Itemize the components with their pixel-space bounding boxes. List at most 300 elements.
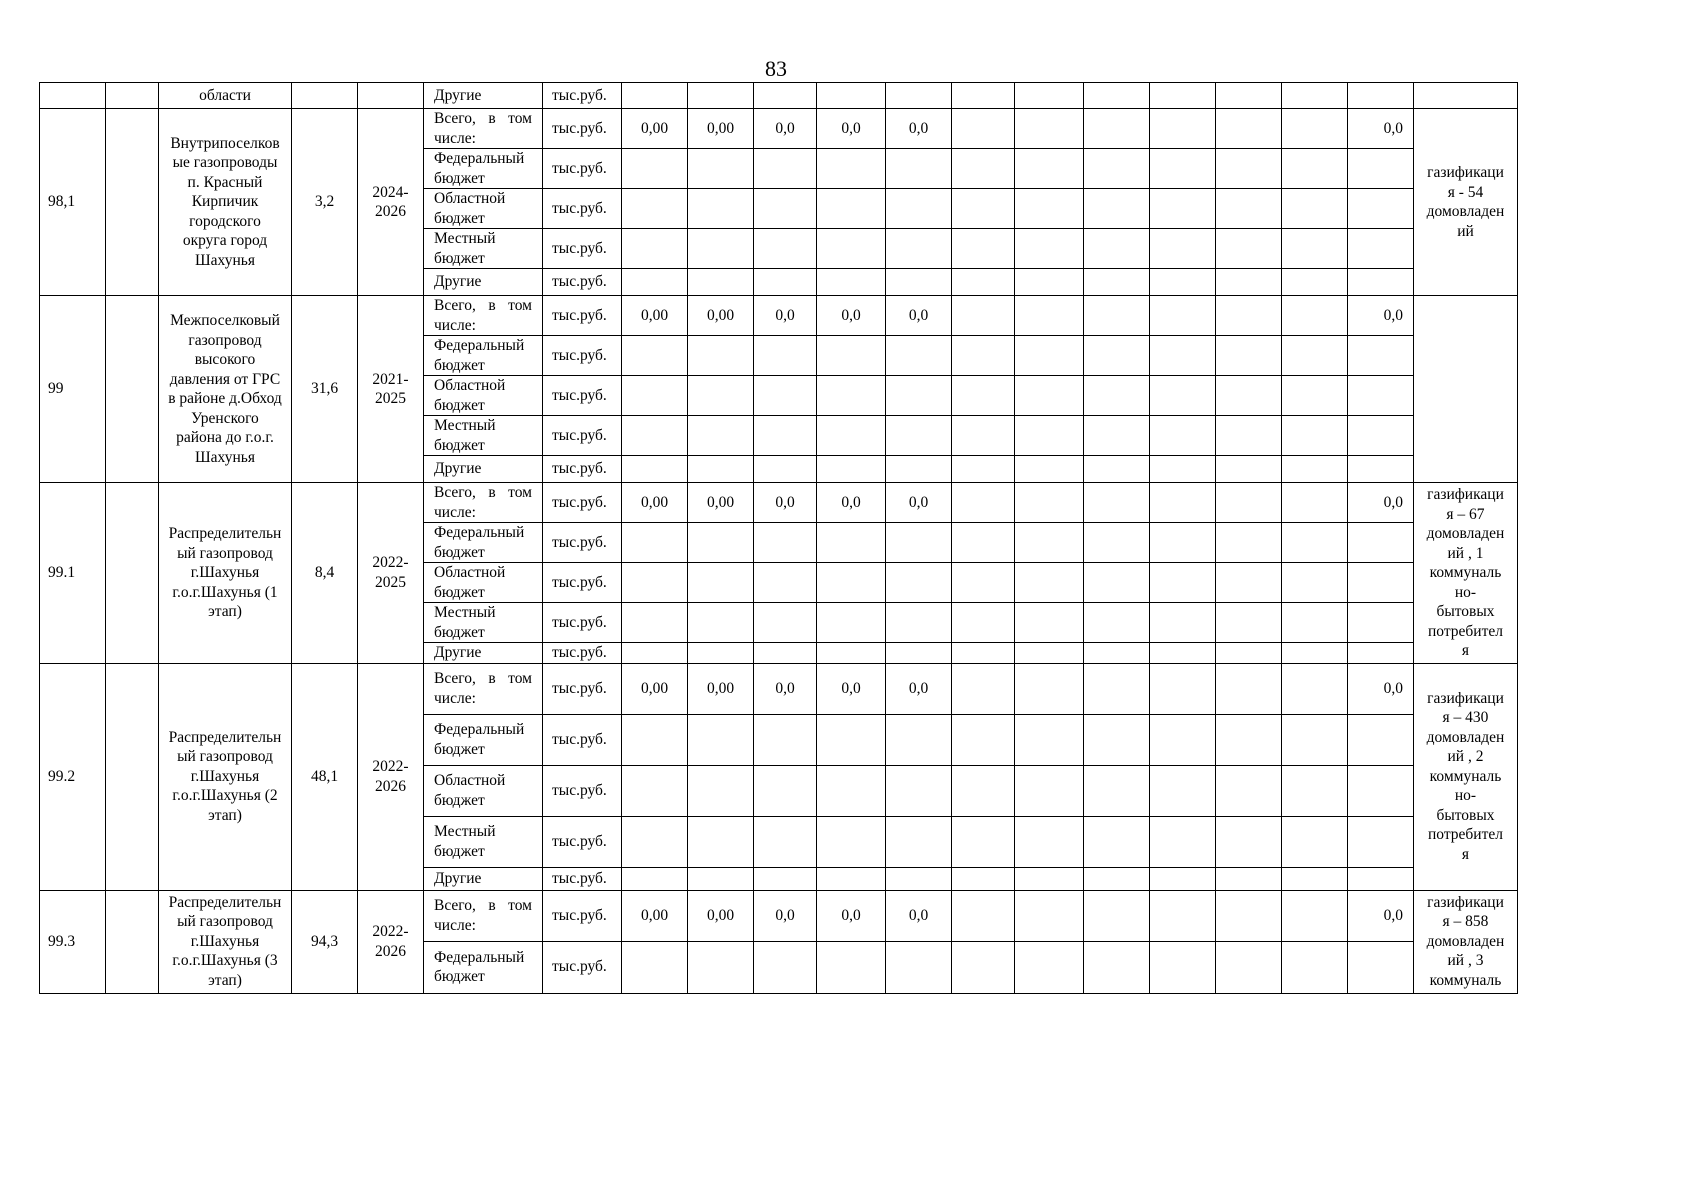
value-cell: [952, 416, 1015, 456]
value-cell: [1216, 523, 1282, 563]
value-cell: [1015, 483, 1084, 523]
value-cell: [817, 456, 886, 483]
value-cell: [886, 643, 952, 664]
project-note-line: коммуналь: [1429, 971, 1502, 989]
value-cell: [754, 523, 817, 563]
value-cell: [1084, 296, 1150, 336]
project-name-line: этап): [208, 971, 242, 989]
value-cell: [886, 376, 952, 416]
value-cell: [886, 714, 952, 765]
funding-source-cell: Другие: [424, 867, 543, 890]
funding-source-cell: Всего, в том числе:: [424, 109, 543, 149]
value-cell: [952, 296, 1015, 336]
value-cell: [1150, 523, 1216, 563]
value-cell: [1015, 376, 1084, 416]
value-cell: [1282, 416, 1348, 456]
funding-source-cell: Другие: [424, 643, 543, 664]
value-cell: [1150, 867, 1216, 890]
value-cell: 0,0: [1348, 483, 1414, 523]
empty-cell: [106, 483, 159, 664]
project-note-line: домовладен: [1426, 203, 1505, 220]
project-note-line: газификаци: [1427, 893, 1504, 911]
value-cell: [1282, 456, 1348, 483]
value-cell: [817, 229, 886, 269]
value-cell: [1015, 563, 1084, 603]
project-name-line: Внутрипоселков: [170, 134, 280, 152]
value-cell: [817, 714, 886, 765]
value-cell: [688, 816, 754, 867]
value-cell: [1282, 663, 1348, 714]
value-cell: 0,0: [754, 890, 817, 941]
value-cell: [817, 941, 886, 993]
value-cell: [1150, 890, 1216, 941]
value-cell: [688, 456, 754, 483]
value-cell: [1084, 603, 1150, 643]
project-note-line: ий , 1: [1447, 544, 1484, 562]
project-note-line: я – 858: [1442, 913, 1489, 931]
value-cell: 0,0: [754, 663, 817, 714]
cell: [754, 83, 817, 109]
value-cell: [1084, 109, 1150, 149]
project-name-line: этап): [208, 806, 242, 824]
value-cell: [688, 603, 754, 643]
unit-cell: тыс.руб.: [543, 941, 622, 993]
project-note-line: я – 430: [1442, 709, 1489, 727]
value-cell: 0,0: [754, 483, 817, 523]
value-cell: [754, 456, 817, 483]
value-cell: [754, 816, 817, 867]
project-number-cell: 98,1: [40, 109, 106, 296]
project-period-line: 2021-: [372, 370, 409, 388]
funding-source-cell: Всего, в том числе:: [424, 296, 543, 336]
unit-cell: тыс.руб.: [543, 416, 622, 456]
value-cell: [688, 867, 754, 890]
value-cell: [1216, 765, 1282, 816]
value-cell: [1216, 643, 1282, 664]
value-cell: [1084, 523, 1150, 563]
value-cell: [1015, 149, 1084, 189]
value-cell: 0,00: [688, 109, 754, 149]
project-name-line: в районе д.Обход: [168, 390, 282, 407]
project-length-cell: 94,3: [292, 890, 358, 993]
project-row-total: [40, 296, 1518, 336]
unit-cell: тыс.руб.: [543, 189, 622, 229]
value-cell: 0,0: [1348, 890, 1414, 941]
cell: [1084, 83, 1150, 109]
value-cell: 0,0: [817, 890, 886, 941]
unit-cell: тыс.руб.: [543, 714, 622, 765]
project-name-cell: области: [159, 83, 292, 109]
value-cell: [1282, 269, 1348, 296]
value-cell: [754, 603, 817, 643]
value-cell: [952, 109, 1015, 149]
value-cell: [817, 643, 886, 664]
unit-cell: тыс.руб.: [543, 456, 622, 483]
value-cell: [754, 376, 817, 416]
value-cell: [952, 816, 1015, 867]
value-cell: [1216, 483, 1282, 523]
value-cell: [1282, 643, 1348, 664]
unit-cell: тыс.руб.: [543, 149, 622, 189]
value-cell: [1015, 229, 1084, 269]
project-row-total: [40, 663, 1518, 714]
value-cell: [1084, 149, 1150, 189]
value-cell: [1084, 816, 1150, 867]
cell: [1414, 83, 1518, 109]
project-note-line: я – 67: [1446, 505, 1485, 523]
value-cell: [1282, 229, 1348, 269]
value-cell: [886, 149, 952, 189]
cell: [358, 83, 424, 109]
value-cell: [622, 189, 688, 229]
cell: [1216, 83, 1282, 109]
project-note-line: домовладен: [1426, 525, 1505, 542]
project-note-line: но-: [1454, 583, 1477, 601]
value-cell: [1282, 603, 1348, 643]
project-name-line: Шахунья: [195, 251, 255, 269]
value-cell: [1150, 483, 1216, 523]
value-cell: [688, 523, 754, 563]
funding-source-cell: Областной бюджет: [424, 189, 543, 229]
value-cell: [886, 867, 952, 890]
project-number-cell: 99.3: [40, 890, 106, 993]
value-cell: [622, 816, 688, 867]
value-cell: [1084, 269, 1150, 296]
project-number-cell: 99.1: [40, 483, 106, 664]
value-cell: [952, 456, 1015, 483]
value-cell: [817, 336, 886, 376]
value-cell: [754, 189, 817, 229]
value-cell: [1282, 867, 1348, 890]
project-period-line: 2026: [375, 777, 406, 795]
project-note-line: бытовых: [1436, 806, 1495, 824]
value-cell: 0,00: [622, 483, 688, 523]
project-length-cell: 31,6: [292, 296, 358, 483]
value-cell: [1348, 941, 1414, 993]
project-note-line: потребител: [1427, 826, 1503, 844]
value-cell: 0,0: [1348, 663, 1414, 714]
project-name-line: этап): [208, 603, 242, 620]
value-cell: [1216, 714, 1282, 765]
value-cell: [1015, 416, 1084, 456]
value-cell: [1216, 416, 1282, 456]
value-cell: [1348, 603, 1414, 643]
value-cell: 0,0: [886, 663, 952, 714]
value-cell: [1150, 941, 1216, 993]
value-cell: [886, 189, 952, 229]
project-note-line: бытовых: [1436, 603, 1495, 620]
value-cell: [622, 336, 688, 376]
value-cell: [817, 765, 886, 816]
value-cell: [1216, 296, 1282, 336]
unit-cell: тыс.руб.: [543, 663, 622, 714]
value-cell: [1150, 563, 1216, 603]
cell: [40, 83, 106, 109]
unit-cell: тыс.руб.: [543, 603, 622, 643]
value-cell: [622, 714, 688, 765]
project-period-cell: [358, 663, 424, 890]
unit-cell: тыс.руб.: [543, 816, 622, 867]
funding-source-cell: Местный бюджет: [424, 816, 543, 867]
value-cell: [1084, 941, 1150, 993]
value-cell: [1084, 189, 1150, 229]
unit-cell: тыс.руб.: [543, 765, 622, 816]
unit-cell: тыс.руб.: [543, 643, 622, 664]
funding-source-cell: Федеральный бюджет: [424, 523, 543, 563]
value-cell: 0,0: [754, 109, 817, 149]
value-cell: 0,0: [886, 296, 952, 336]
value-cell: [1150, 149, 1216, 189]
value-cell: [754, 941, 817, 993]
value-cell: [1348, 643, 1414, 664]
value-cell: [1015, 816, 1084, 867]
value-cell: [1348, 816, 1414, 867]
project-name-line: г.Шахунья: [190, 564, 260, 581]
value-cell: [622, 416, 688, 456]
project-name-line: высокого: [194, 351, 256, 368]
value-cell: [1084, 890, 1150, 941]
value-cell: [1348, 523, 1414, 563]
empty-cell: [106, 296, 159, 483]
value-cell: [1150, 765, 1216, 816]
project-note-line: коммуналь: [1429, 767, 1502, 785]
value-cell: [754, 563, 817, 603]
project-name-line: Шахунья: [195, 448, 255, 466]
value-cell: [1216, 189, 1282, 229]
project-name-cell: [159, 663, 292, 890]
value-cell: [1015, 603, 1084, 643]
value-cell: 0,0: [817, 663, 886, 714]
unit-cell: тыс.руб.: [543, 83, 622, 109]
value-cell: [688, 149, 754, 189]
value-cell: 0,00: [622, 109, 688, 149]
project-name-cell: [159, 483, 292, 664]
value-cell: 0,00: [688, 483, 754, 523]
value-cell: [1216, 941, 1282, 993]
value-cell: [952, 643, 1015, 664]
value-cell: [952, 229, 1015, 269]
cell: [1150, 83, 1216, 109]
project-name-line: Кирпичик: [191, 193, 259, 211]
project-period-line: 2026: [375, 203, 406, 220]
value-cell: [622, 523, 688, 563]
funding-source-cell: Федеральный бюджет: [424, 941, 543, 993]
project-note-line: но-: [1454, 787, 1477, 805]
project-name-line: Уренского: [191, 409, 259, 427]
empty-cell: [106, 663, 159, 890]
value-cell: [688, 714, 754, 765]
value-cell: [1084, 416, 1150, 456]
cell: [1015, 83, 1084, 109]
value-cell: [1084, 376, 1150, 416]
unit-cell: тыс.руб.: [543, 336, 622, 376]
project-name-line: Распределительн: [168, 525, 282, 542]
value-cell: [952, 269, 1015, 296]
value-cell: [1216, 269, 1282, 296]
value-cell: [622, 563, 688, 603]
value-cell: [622, 643, 688, 664]
value-cell: [1150, 109, 1216, 149]
value-cell: [1216, 376, 1282, 416]
project-length-cell: 48,1: [292, 663, 358, 890]
project-number-cell: 99.2: [40, 663, 106, 890]
project-note-line: ий , 3: [1447, 952, 1484, 970]
value-cell: [1216, 229, 1282, 269]
project-name-line: Межпоселковый: [170, 312, 280, 329]
value-cell: [817, 816, 886, 867]
value-cell: [1282, 109, 1348, 149]
value-cell: [952, 483, 1015, 523]
unit-cell: тыс.руб.: [543, 523, 622, 563]
value-cell: [1282, 714, 1348, 765]
project-note-line: домовладен: [1426, 932, 1505, 950]
value-cell: [1348, 456, 1414, 483]
value-cell: [622, 269, 688, 296]
project-note-line: я: [1461, 845, 1470, 863]
value-cell: [1348, 416, 1414, 456]
value-cell: [754, 416, 817, 456]
value-cell: [817, 189, 886, 229]
value-cell: [817, 416, 886, 456]
project-note-line: домовладен: [1426, 728, 1505, 746]
funding-source-cell: Областной бюджет: [424, 765, 543, 816]
project-name-line: г.о.г.Шахунья (1: [172, 583, 278, 601]
empty-cell: [106, 109, 159, 296]
value-cell: [622, 149, 688, 189]
project-note-line: газификаци: [1427, 689, 1504, 707]
value-cell: [1084, 867, 1150, 890]
project-length-cell: 3,2: [292, 109, 358, 296]
funding-source-cell: Федеральный бюджет: [424, 336, 543, 376]
project-period-line: 2022-: [372, 758, 409, 775]
value-cell: [688, 229, 754, 269]
value-cell: [688, 336, 754, 376]
value-cell: [1150, 269, 1216, 296]
value-cell: [1348, 563, 1414, 603]
value-cell: [1084, 765, 1150, 816]
project-note-cell: [1414, 890, 1518, 993]
value-cell: [952, 941, 1015, 993]
value-cell: [1348, 149, 1414, 189]
value-cell: [952, 523, 1015, 563]
value-cell: [688, 269, 754, 296]
value-cell: [886, 336, 952, 376]
project-name-cell: [159, 890, 292, 993]
value-cell: [1348, 189, 1414, 229]
project-note-line: газификаци: [1427, 164, 1504, 181]
project-note-line: газификаци: [1427, 486, 1504, 503]
cell: [1348, 83, 1414, 109]
value-cell: [1216, 603, 1282, 643]
project-name-line: г.Шахунья: [190, 932, 260, 950]
funding-source-cell: Всего, в том числе:: [424, 483, 543, 523]
funding-source-cell: Местный бюджет: [424, 416, 543, 456]
project-period-line: 2022-: [372, 923, 409, 940]
cell: [106, 83, 159, 109]
value-cell: [952, 663, 1015, 714]
project-note-cell: [1414, 663, 1518, 890]
value-cell: [1216, 890, 1282, 941]
value-cell: [622, 765, 688, 816]
value-cell: [886, 416, 952, 456]
value-cell: [1282, 523, 1348, 563]
investment-program-table: [39, 82, 1518, 994]
project-name-line: г.о.г.Шахунья (2: [172, 787, 278, 805]
project-note-line: потребител: [1427, 622, 1503, 640]
empty-cell: [106, 890, 159, 993]
value-cell: [1150, 229, 1216, 269]
value-cell: [1084, 336, 1150, 376]
value-cell: [622, 941, 688, 993]
value-cell: [1282, 941, 1348, 993]
unit-cell: тыс.руб.: [543, 296, 622, 336]
cell: [292, 83, 358, 109]
value-cell: [952, 603, 1015, 643]
value-cell: 0,0: [817, 483, 886, 523]
value-cell: [688, 563, 754, 603]
page-number: 83: [765, 56, 787, 81]
project-row-total: [40, 109, 1518, 149]
value-cell: 0,0: [754, 296, 817, 336]
project-period-cell: [358, 483, 424, 664]
project-name-line: района до г.о.г.: [176, 429, 274, 446]
value-cell: [754, 336, 817, 376]
value-cell: [1282, 890, 1348, 941]
value-cell: [1150, 456, 1216, 483]
cell: [952, 83, 1015, 109]
value-cell: [1150, 336, 1216, 376]
value-cell: [1015, 189, 1084, 229]
project-name-line: газопровод: [188, 331, 262, 349]
value-cell: [622, 603, 688, 643]
value-cell: [886, 229, 952, 269]
funding-source-cell: Другие: [424, 456, 543, 483]
value-cell: [1282, 816, 1348, 867]
value-cell: [886, 603, 952, 643]
value-cell: [1015, 523, 1084, 563]
project-name-line: давления от ГРС: [169, 370, 281, 388]
value-cell: [1084, 229, 1150, 269]
project-row-total: [40, 483, 1518, 523]
project-name-line: г.Шахунья: [190, 767, 260, 785]
value-cell: [1348, 269, 1414, 296]
value-cell: [622, 376, 688, 416]
funding-source-cell: Федеральный бюджет: [424, 149, 543, 189]
project-number-cell: 99: [40, 296, 106, 483]
value-cell: 0,0: [817, 296, 886, 336]
cell: [886, 83, 952, 109]
cell: [688, 83, 754, 109]
value-cell: [817, 376, 886, 416]
value-cell: [817, 269, 886, 296]
value-cell: [1348, 867, 1414, 890]
project-name-line: округа город: [182, 232, 268, 250]
funding-source-cell: Всего, в том числе:: [424, 663, 543, 714]
value-cell: [1282, 483, 1348, 523]
value-cell: [952, 336, 1015, 376]
project-period-line: 2025: [375, 573, 406, 591]
value-cell: [754, 765, 817, 816]
value-cell: [1216, 149, 1282, 189]
value-cell: [952, 189, 1015, 229]
project-name-line: Распределительн: [168, 893, 282, 911]
value-cell: [952, 890, 1015, 941]
project-name-line: ый газопровод: [177, 748, 273, 766]
unit-cell: тыс.руб.: [543, 563, 622, 603]
funding-source-cell: Другие: [424, 269, 543, 296]
value-cell: [754, 269, 817, 296]
value-cell: [1216, 663, 1282, 714]
